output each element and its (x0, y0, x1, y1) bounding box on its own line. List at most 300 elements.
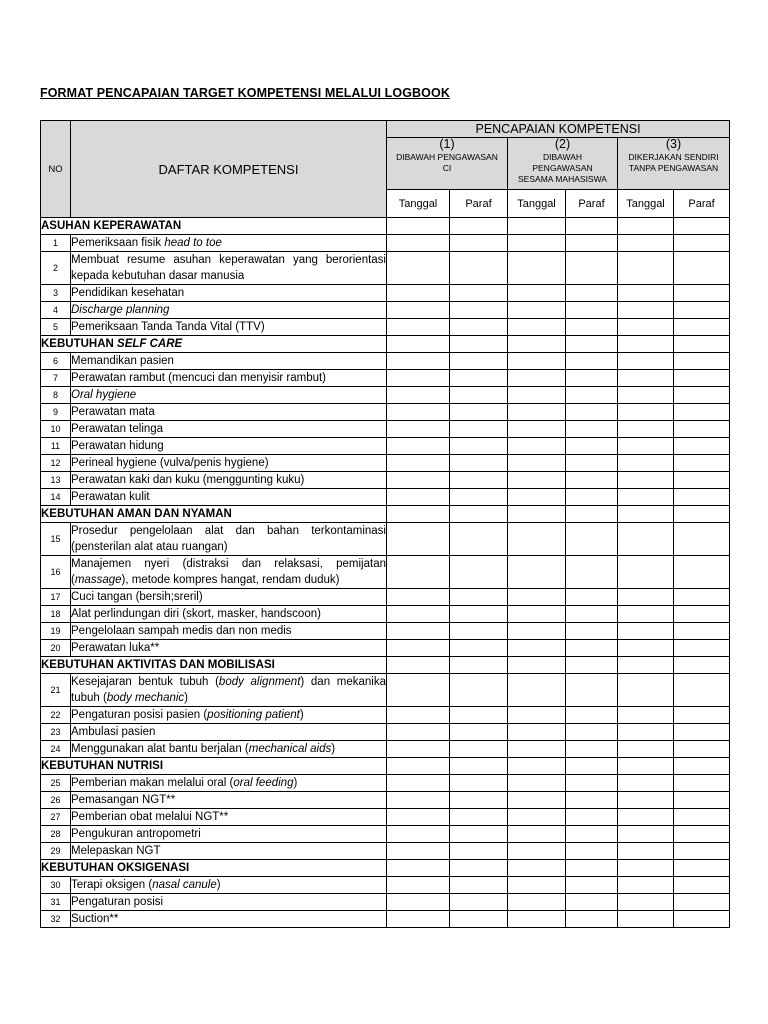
row-number: 17 (41, 589, 71, 606)
paraf-cell[interactable] (450, 455, 508, 472)
paraf-cell[interactable] (566, 252, 618, 285)
table-row (41, 606, 730, 623)
tanggal-cell[interactable] (508, 319, 566, 336)
tanggal-cell[interactable] (387, 387, 450, 404)
tanggal-cell[interactable] (387, 911, 450, 928)
competency-item (71, 792, 387, 809)
tanggal-cell[interactable] (387, 252, 450, 285)
paraf-cell[interactable] (674, 252, 730, 285)
paraf-cell[interactable] (566, 860, 618, 877)
row-number: 15 (41, 523, 71, 556)
paraf-cell[interactable] (566, 606, 618, 623)
paraf-cell[interactable] (674, 506, 730, 523)
row-number: 25 (41, 775, 71, 792)
tanggal-cell[interactable] (508, 741, 566, 758)
text-run: ) (299, 709, 304, 721)
tanggal-cell[interactable] (508, 506, 566, 523)
paraf-cell[interactable] (450, 775, 508, 792)
paraf-cell[interactable] (566, 556, 618, 589)
paraf-cell[interactable] (566, 826, 618, 843)
tanggal-cell[interactable] (618, 370, 674, 387)
paraf-cell[interactable] (566, 455, 618, 472)
tanggal-cell[interactable] (508, 252, 566, 285)
tanggal-cell[interactable] (387, 421, 450, 438)
paraf-cell[interactable] (566, 438, 618, 455)
paraf-cell[interactable] (566, 387, 618, 404)
section-row (41, 758, 730, 775)
text-run: ) (293, 777, 298, 789)
paraf-cell[interactable] (566, 218, 618, 235)
competency-item (71, 523, 387, 556)
paraf-cell[interactable] (450, 489, 508, 506)
tanggal-cell[interactable] (387, 657, 450, 674)
paraf-cell[interactable] (566, 640, 618, 657)
tanggal-cell[interactable] (508, 877, 566, 894)
paraf-cell[interactable] (674, 640, 730, 657)
paraf-cell[interactable] (566, 809, 618, 826)
row-number: 5 (41, 319, 71, 336)
paraf-cell[interactable] (450, 657, 508, 674)
tanggal-cell[interactable] (387, 319, 450, 336)
paraf-cell[interactable] (450, 758, 508, 775)
tanggal-cell[interactable] (387, 809, 450, 826)
table-row (41, 674, 730, 707)
paraf-cell[interactable] (674, 302, 730, 319)
tanggal-cell[interactable] (387, 353, 450, 370)
tanggal-cell[interactable] (387, 826, 450, 843)
tanggal-cell[interactable] (618, 792, 674, 809)
section-row (41, 860, 730, 877)
tanggal-cell[interactable] (508, 674, 566, 707)
paraf-cell[interactable] (674, 758, 730, 775)
tanggal-cell[interactable] (508, 285, 566, 302)
tanggal-cell[interactable] (508, 860, 566, 877)
tanggal-cell[interactable] (387, 894, 450, 911)
tanggal-cell[interactable] (618, 826, 674, 843)
tanggal-cell[interactable] (508, 826, 566, 843)
group-desc: CI (442, 163, 452, 173)
tanggal-cell[interactable] (618, 758, 674, 775)
tanggal-cell[interactable] (387, 792, 450, 809)
paraf-cell[interactable] (674, 387, 730, 404)
paraf-cell[interactable] (566, 707, 618, 724)
text-run: Cuci tangan (bersih;sreril) (71, 591, 203, 603)
tanggal-cell[interactable] (618, 724, 674, 741)
tanggal-cell[interactable] (508, 404, 566, 421)
paraf-cell[interactable] (450, 472, 508, 489)
tanggal-cell[interactable] (508, 472, 566, 489)
paraf-cell[interactable] (566, 489, 618, 506)
paraf-cell[interactable] (450, 741, 508, 758)
section-row (41, 657, 730, 674)
tanggal-cell[interactable] (387, 336, 450, 353)
paraf-cell[interactable] (450, 404, 508, 421)
tanggal-cell[interactable] (508, 455, 566, 472)
tanggal-cell[interactable] (387, 606, 450, 623)
paraf-cell[interactable] (450, 724, 508, 741)
tanggal-cell[interactable] (618, 353, 674, 370)
tanggal-cell[interactable] (508, 523, 566, 556)
tanggal-cell[interactable] (387, 724, 450, 741)
paraf-cell[interactable] (674, 319, 730, 336)
tanggal-cell[interactable] (618, 472, 674, 489)
paraf-cell[interactable] (566, 792, 618, 809)
paraf-cell[interactable] (566, 302, 618, 319)
italic-term: massage (74, 574, 122, 586)
tanggal-cell[interactable] (618, 285, 674, 302)
tanggal-cell[interactable] (387, 523, 450, 556)
paraf-cell[interactable] (674, 826, 730, 843)
tanggal-cell[interactable] (508, 235, 566, 252)
row-number: 32 (41, 911, 71, 928)
paraf-cell[interactable] (566, 623, 618, 640)
tanggal-cell[interactable] (387, 860, 450, 877)
competency-item (71, 387, 387, 404)
text-run: Perawatan telinga (71, 423, 164, 435)
paraf-cell[interactable] (450, 792, 508, 809)
tanggal-cell[interactable] (387, 877, 450, 894)
paraf-cell[interactable] (674, 455, 730, 472)
competency-item (71, 640, 387, 657)
paraf-cell[interactable] (566, 741, 618, 758)
paraf-cell[interactable] (674, 775, 730, 792)
tanggal-cell[interactable] (387, 640, 450, 657)
group-number: (3) (665, 137, 682, 151)
tanggal-cell[interactable] (387, 758, 450, 775)
paraf-cell[interactable] (674, 370, 730, 387)
tanggal-cell[interactable] (508, 387, 566, 404)
paraf-cell[interactable] (674, 911, 730, 928)
paraf-cell[interactable] (674, 438, 730, 455)
paraf-cell[interactable] (450, 370, 508, 387)
competency-item (71, 556, 387, 589)
tanggal-cell[interactable] (387, 623, 450, 640)
tanggal-cell[interactable] (618, 387, 674, 404)
text-run: Membuat resume asuhan keperawatan yang berorientasi kepada kebutuhan dasar manusia (71, 254, 386, 282)
paraf-cell[interactable] (566, 336, 618, 353)
italic-term: body alignment (218, 676, 301, 688)
competency-item (71, 877, 387, 894)
paraf-cell[interactable] (674, 421, 730, 438)
paraf-cell[interactable] (566, 589, 618, 606)
tanggal-cell[interactable] (618, 640, 674, 657)
tanggal-cell[interactable] (618, 589, 674, 606)
tanggal-cell[interactable] (508, 556, 566, 589)
row-number: 12 (41, 455, 71, 472)
table-row (41, 421, 730, 438)
competency-item (71, 455, 387, 472)
paraf-cell[interactable] (674, 843, 730, 860)
tanggal-cell[interactable] (387, 556, 450, 589)
table-row (41, 523, 730, 556)
paraf-cell[interactable] (674, 860, 730, 877)
tanggal-cell[interactable] (618, 809, 674, 826)
tanggal-cell[interactable] (508, 809, 566, 826)
paraf-cell[interactable] (674, 741, 730, 758)
paraf-cell[interactable] (674, 657, 730, 674)
paraf-cell[interactable] (450, 319, 508, 336)
paraf-cell[interactable] (450, 606, 508, 623)
paraf-cell[interactable] (566, 353, 618, 370)
tanggal-cell[interactable] (387, 741, 450, 758)
tanggal-cell[interactable] (508, 421, 566, 438)
text-run: Manajemen nyeri (distraksi dan relaksasi, pemijatan ( (71, 558, 386, 586)
paraf-cell[interactable] (566, 674, 618, 707)
tanggal-cell[interactable] (387, 370, 450, 387)
tanggal-cell[interactable] (618, 302, 674, 319)
paraf-cell[interactable] (674, 589, 730, 606)
tanggal-cell[interactable] (508, 894, 566, 911)
tanggal-cell[interactable] (618, 775, 674, 792)
paraf-cell[interactable] (674, 489, 730, 506)
tanggal-cell[interactable] (508, 724, 566, 741)
tanggal-cell[interactable] (618, 623, 674, 640)
paraf-cell[interactable] (566, 404, 618, 421)
paraf-cell[interactable] (674, 724, 730, 741)
paraf-cell[interactable] (566, 235, 618, 252)
tanggal-cell[interactable] (508, 353, 566, 370)
tanggal-cell[interactable] (618, 843, 674, 860)
row-number: 16 (41, 556, 71, 589)
paraf-cell[interactable] (450, 674, 508, 707)
paraf-cell[interactable] (450, 235, 508, 252)
paraf-cell[interactable] (450, 623, 508, 640)
tanggal-cell[interactable] (618, 894, 674, 911)
italic-term: Discharge planning (71, 304, 170, 316)
competency-item (71, 843, 387, 860)
paraf-cell[interactable] (450, 218, 508, 235)
paraf-cell[interactable] (450, 640, 508, 657)
tanggal-cell[interactable] (618, 860, 674, 877)
paraf-cell[interactable] (674, 218, 730, 235)
tanggal-cell[interactable] (387, 285, 450, 302)
table-row (41, 877, 730, 894)
tanggal-cell[interactable] (618, 489, 674, 506)
paraf-cell[interactable] (450, 843, 508, 860)
table-row (41, 387, 730, 404)
tanggal-cell[interactable] (618, 556, 674, 589)
tanggal-cell[interactable] (618, 455, 674, 472)
text-run: Prosedur pengelolaan alat dan bahan terkontaminasi (pensterilan alat atau ruangan) (71, 525, 386, 553)
row-number: 24 (41, 741, 71, 758)
tanggal-cell[interactable] (618, 404, 674, 421)
paraf-cell[interactable] (674, 523, 730, 556)
section-row (41, 336, 730, 353)
paraf-cell[interactable] (674, 674, 730, 707)
paraf-cell[interactable] (566, 370, 618, 387)
paraf-cell[interactable] (450, 826, 508, 843)
tanggal-cell[interactable] (618, 319, 674, 336)
paraf-cell[interactable] (566, 724, 618, 741)
paraf-cell[interactable] (674, 792, 730, 809)
table-row (41, 843, 730, 860)
paraf-cell[interactable] (450, 285, 508, 302)
table-row (41, 894, 730, 911)
competency-item (71, 285, 387, 302)
tanggal-cell[interactable] (387, 707, 450, 724)
tanggal-cell[interactable] (508, 657, 566, 674)
tanggal-cell[interactable] (387, 843, 450, 860)
tanggal-cell[interactable] (508, 370, 566, 387)
paraf-cell[interactable] (566, 911, 618, 928)
row-number: 14 (41, 489, 71, 506)
tanggal-cell[interactable] (618, 606, 674, 623)
tanggal-cell[interactable] (387, 674, 450, 707)
tanggal-cell[interactable] (387, 235, 450, 252)
paraf-cell[interactable] (674, 285, 730, 302)
paraf-cell[interactable] (566, 775, 618, 792)
text-run: Perawatan luka** (71, 642, 160, 654)
text-run: Kesejajaran bentuk tubuh ( (71, 676, 219, 688)
row-number: 11 (41, 438, 71, 455)
italic-term: SELF CARE (117, 338, 183, 350)
section-title (41, 336, 387, 353)
paraf-cell[interactable] (674, 877, 730, 894)
paraf-cell[interactable] (566, 523, 618, 556)
paraf-cell[interactable] (566, 657, 618, 674)
tanggal-cell[interactable] (387, 775, 450, 792)
text-run: ) (184, 692, 189, 704)
tanggal-cell[interactable] (508, 489, 566, 506)
paraf-cell[interactable] (450, 387, 508, 404)
tanggal-cell[interactable] (508, 792, 566, 809)
tanggal-cell[interactable] (387, 455, 450, 472)
tanggal-cell[interactable] (618, 506, 674, 523)
text-run: KEBUTUHAN AMAN DAN NYAMAN (41, 508, 232, 520)
paraf-cell[interactable] (450, 353, 508, 370)
competency-item (71, 589, 387, 606)
paraf-cell[interactable] (566, 506, 618, 523)
row-number: 10 (41, 421, 71, 438)
row-number: 21 (41, 674, 71, 707)
paraf-cell[interactable] (450, 556, 508, 589)
paraf-cell[interactable] (450, 336, 508, 353)
paraf-cell[interactable] (566, 758, 618, 775)
text-run: Perawatan rambut (mencuci dan menyisir rambut) (71, 372, 327, 384)
table-row (41, 404, 730, 421)
tanggal-cell[interactable] (508, 336, 566, 353)
tanggal-cell[interactable] (387, 438, 450, 455)
paraf-cell[interactable] (566, 472, 618, 489)
row-number: 8 (41, 387, 71, 404)
tanggal-cell[interactable] (508, 640, 566, 657)
paraf-cell[interactable] (450, 252, 508, 285)
tanggal-cell[interactable] (508, 775, 566, 792)
tanggal-cell[interactable] (508, 218, 566, 235)
paraf-cell[interactable] (566, 877, 618, 894)
tanggal-cell[interactable] (618, 877, 674, 894)
tanggal-cell[interactable] (508, 707, 566, 724)
paraf-cell[interactable] (674, 894, 730, 911)
paraf-cell[interactable] (450, 860, 508, 877)
tanggal-cell[interactable] (618, 657, 674, 674)
tanggal-cell[interactable] (387, 302, 450, 319)
tanggal-cell[interactable] (618, 674, 674, 707)
header-tanggal: Tanggal (508, 190, 566, 218)
tanggal-cell[interactable] (618, 741, 674, 758)
paraf-cell[interactable] (450, 421, 508, 438)
tanggal-cell[interactable] (508, 438, 566, 455)
header-pencapaian: PENCAPAIAN KOMPETENSI (387, 121, 730, 138)
tanggal-cell[interactable] (508, 589, 566, 606)
paraf-cell[interactable] (674, 336, 730, 353)
tanggal-cell[interactable] (387, 472, 450, 489)
paraf-cell[interactable] (674, 623, 730, 640)
group-desc: DIKERJAKAN SENDIRI (628, 152, 719, 162)
tanggal-cell[interactable] (618, 438, 674, 455)
section-title (41, 860, 387, 877)
paraf-cell[interactable] (566, 894, 618, 911)
tanggal-cell[interactable] (618, 252, 674, 285)
paraf-cell[interactable] (450, 911, 508, 928)
tanggal-cell[interactable] (387, 506, 450, 523)
paraf-cell[interactable] (450, 877, 508, 894)
tanggal-cell[interactable] (508, 911, 566, 928)
paraf-cell[interactable] (450, 589, 508, 606)
paraf-cell[interactable] (674, 472, 730, 489)
tanggal-cell[interactable] (618, 523, 674, 556)
paraf-cell[interactable] (674, 235, 730, 252)
paraf-cell[interactable] (674, 606, 730, 623)
tanggal-cell[interactable] (618, 911, 674, 928)
text-run: Suction** (71, 913, 119, 925)
paraf-cell[interactable] (450, 707, 508, 724)
text-run: ) dan mekanika tubuh ( (71, 676, 386, 704)
tanggal-cell[interactable] (508, 302, 566, 319)
table-row (41, 489, 730, 506)
tanggal-cell[interactable] (618, 336, 674, 353)
paraf-cell[interactable] (450, 809, 508, 826)
text-run: Ambulasi pasien (71, 726, 156, 738)
row-number: 20 (41, 640, 71, 657)
tanggal-cell[interactable] (387, 589, 450, 606)
tanggal-cell[interactable] (508, 843, 566, 860)
competency-item (71, 894, 387, 911)
paraf-cell[interactable] (674, 809, 730, 826)
tanggal-cell[interactable] (618, 218, 674, 235)
table-row (41, 556, 730, 589)
paraf-cell[interactable] (450, 506, 508, 523)
tanggal-cell[interactable] (387, 489, 450, 506)
competency-table (40, 120, 730, 928)
paraf-cell[interactable] (450, 523, 508, 556)
paraf-cell[interactable] (450, 438, 508, 455)
header-paraf: Paraf (566, 190, 618, 218)
paraf-cell[interactable] (674, 707, 730, 724)
tanggal-cell[interactable] (508, 606, 566, 623)
paraf-cell[interactable] (674, 556, 730, 589)
paraf-cell[interactable] (674, 353, 730, 370)
paraf-cell[interactable] (566, 285, 618, 302)
paraf-cell[interactable] (674, 404, 730, 421)
competency-item (71, 353, 387, 370)
header-paraf: Paraf (674, 190, 730, 218)
paraf-cell[interactable] (566, 843, 618, 860)
tanggal-cell[interactable] (508, 758, 566, 775)
tanggal-cell[interactable] (618, 707, 674, 724)
paraf-cell[interactable] (450, 302, 508, 319)
tanggal-cell[interactable] (387, 218, 450, 235)
paraf-cell[interactable] (566, 421, 618, 438)
header-tanggal: Tanggal (387, 190, 450, 218)
paraf-cell[interactable] (566, 319, 618, 336)
row-number: 28 (41, 826, 71, 843)
tanggal-cell[interactable] (508, 623, 566, 640)
tanggal-cell[interactable] (618, 235, 674, 252)
tanggal-cell[interactable] (618, 421, 674, 438)
paraf-cell[interactable] (450, 894, 508, 911)
tanggal-cell[interactable] (387, 404, 450, 421)
